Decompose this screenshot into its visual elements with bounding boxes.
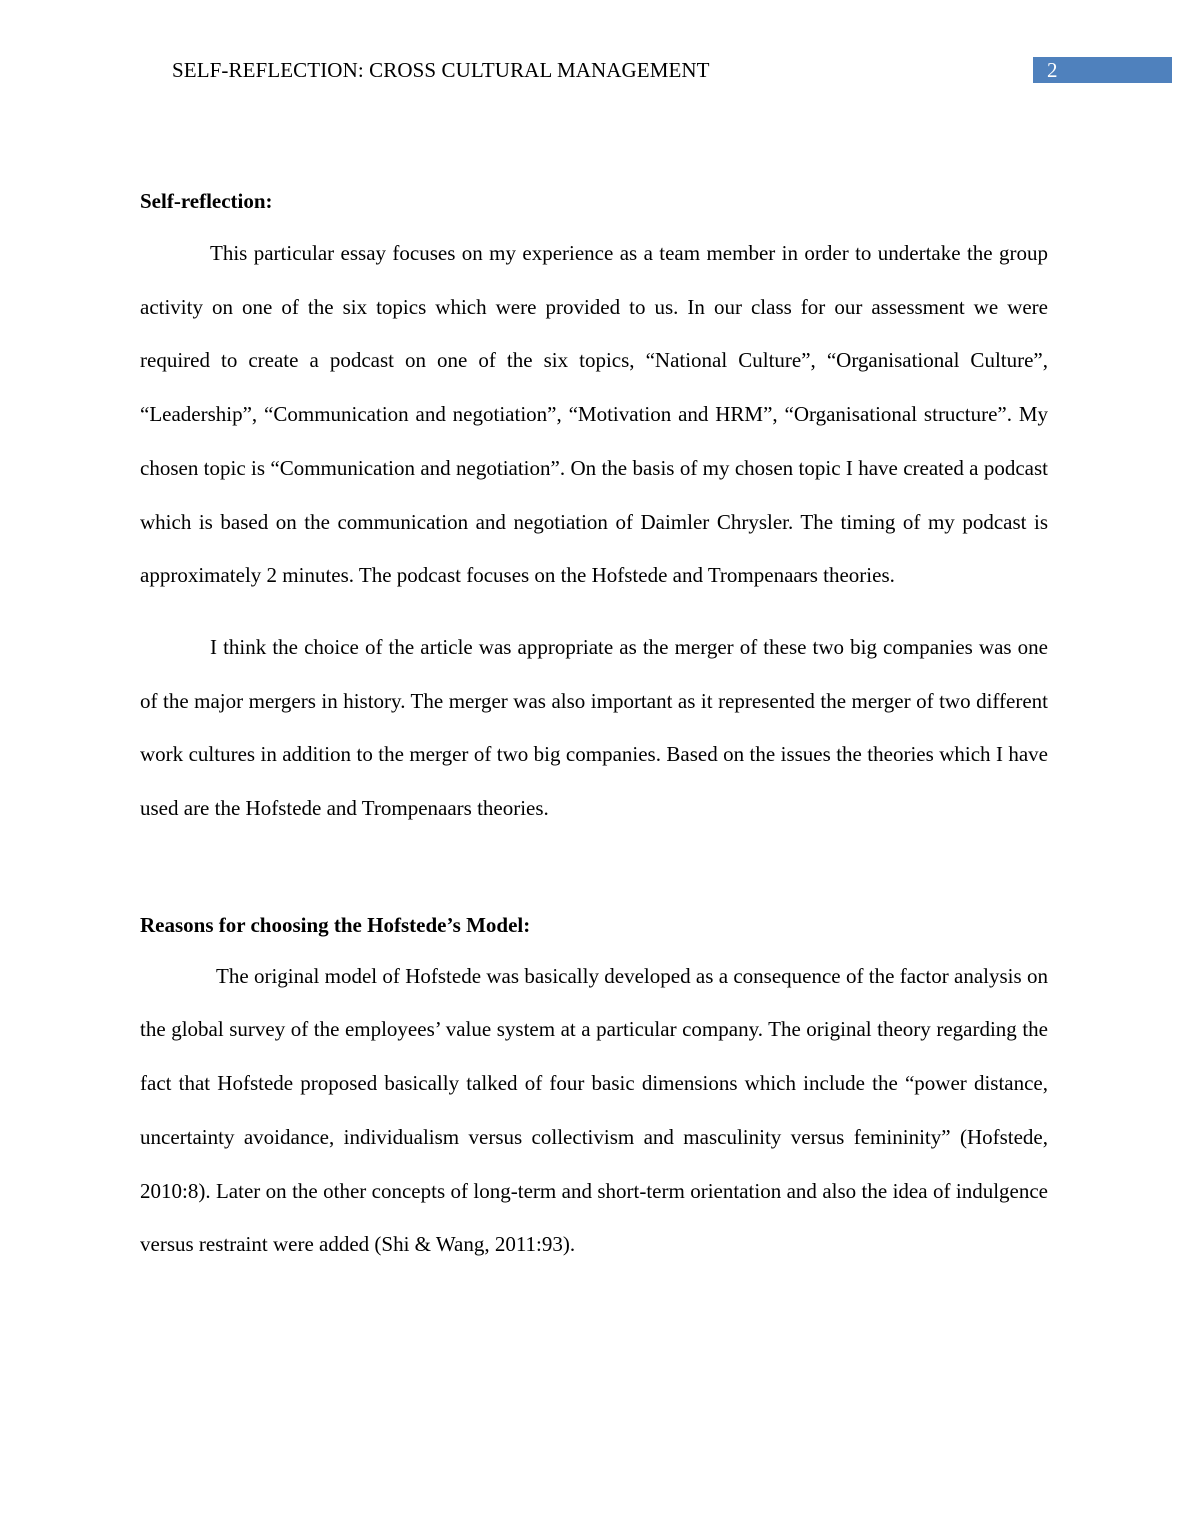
document-body	[140, 186, 1048, 1272]
paragraph-intro: This particular essay focuses on my experience as a team member in order to undertake the group activity on one of the six topics which were provided to us. In our class for our assessment we were required to create a podcast on one of the six topics, “National Culture”, “Organisational Culture”, “Leadership”, “Communication and negotiation”, “Motivation and HRM”, “Organisational structure”. My chosen topic is “Communication and negotiation”. On the basis of my chosen topic I have created a podcast which is based on the communication and negotiation of Daimler Chrysler. The timing of my podcast is approximately 2 minutes. The podcast focuses on the Hofstede and Trompenaars theories.	[140, 241, 1048, 588]
paragraph-hofstede-model: The original model of Hofstede was basically developed as a consequence of the factor analysis on the global survey of the employees’ value system at a particular company. The original theory regarding the fact that Hofstede proposed basically talked of four basic dimensions which include the “power distance, uncertainty avoidance, individualism versus collectivism and masculinity versus femininity” (Hofstede, 2010:8). Later on the other concepts of long-term and short-term orientation and also the idea of indulgence versus restraint were added (Shi & Wang, 2011:93).	[140, 963, 1048, 1257]
section-heading-self-reflection: Self-reflection:	[140, 189, 273, 213]
running-header-title: SELF-REFLECTION: CROSS CULTURAL MANAGEMENT	[172, 58, 710, 82]
paragraph-article-choice: I think the choice of the article was appropriate as the merger of these two big companies was one of the major mergers in history. The merger was also important as it represented the merger of two different work cultures in addition to the merger of two big companies. Based on the issues the theories which I have used are the Hofstede and Trompenaars theories.	[140, 634, 1048, 821]
section-heading-hofstede: Reasons for choosing the Hofstede’s Model:	[140, 912, 531, 937]
page-number-box	[1033, 57, 1172, 83]
page-number: 2	[1047, 58, 1058, 82]
